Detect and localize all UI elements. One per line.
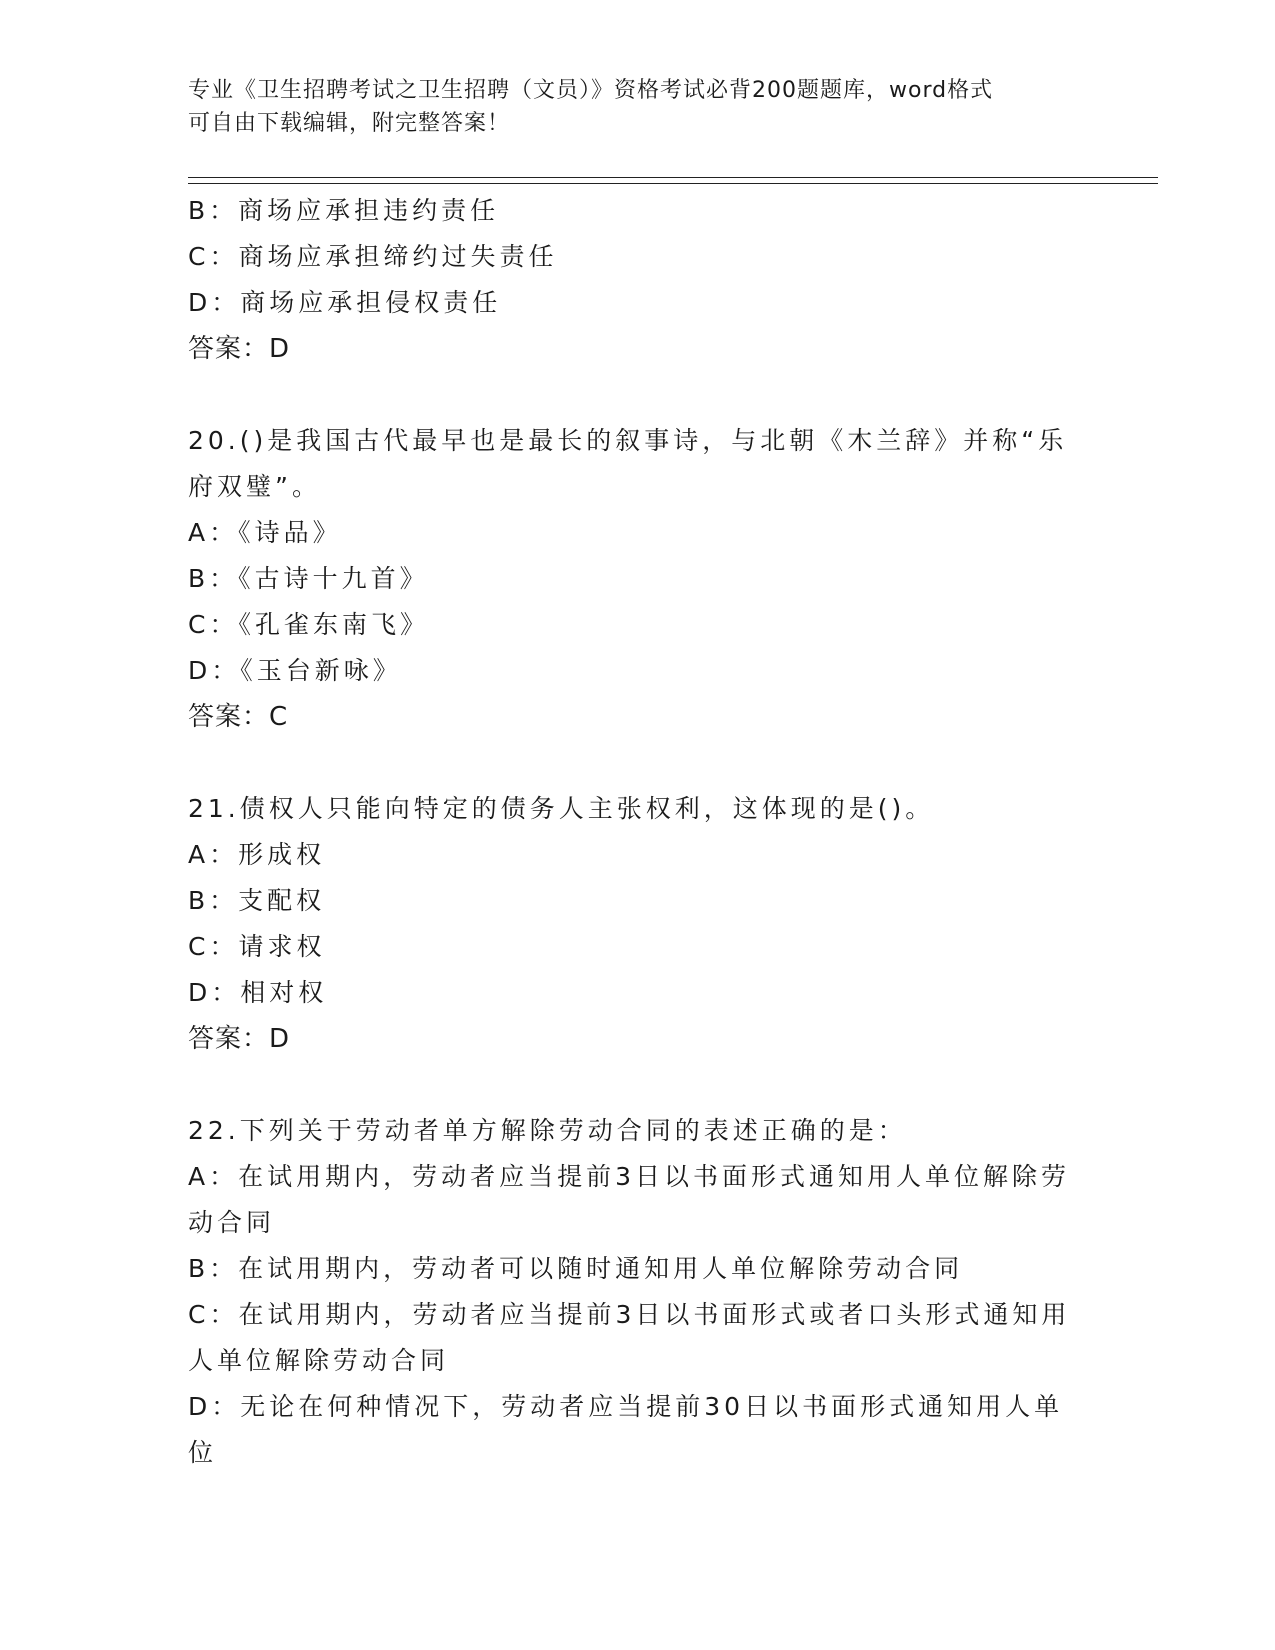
header-divider-bottom: [188, 183, 1158, 184]
option-c-line-1: C：在试用期内，劳动者应当提前3日以书面形式或者口头形式通知用: [188, 1300, 1071, 1329]
option-d: D：《玉台新咏》: [188, 656, 402, 685]
header-line-1: 专业《卫生招聘考试之卫生招聘（文员）》资格考试必背200题题库，word格式: [188, 78, 994, 103]
option-c: C：请求权: [188, 932, 326, 961]
option-a: A：《诗品》: [188, 518, 342, 547]
question-21: [188, 786, 1088, 1062]
spacer: [188, 1062, 1088, 1108]
option-d-line-2: 位: [188, 1438, 218, 1467]
option-d: D：商场应承担侵权责任: [188, 288, 502, 317]
option-d-line-1: D：无论在何种情况下，劳动者应当提前30日以书面形式通知用人单: [188, 1392, 1064, 1421]
option-c-line-2: 人单位解除劳动合同: [188, 1346, 450, 1375]
option-a: A：形成权: [188, 840, 326, 869]
answer: 答案：D: [188, 1024, 291, 1054]
header-line-2: 可自由下载编辑，附完整答案！: [188, 111, 511, 136]
option-b: B：在试用期内，劳动者可以随时通知用人单位解除劳动合同: [188, 1254, 964, 1283]
spacer: [188, 740, 1088, 786]
option-b: B：商场应承担违约责任: [188, 196, 500, 225]
spacer: [188, 372, 1088, 418]
question-20: [188, 418, 1088, 740]
question-stem-line-1: 20.()是我国古代最早也是最长的叙事诗，与北朝《木兰辞》并称“乐: [188, 426, 1068, 455]
option-b: B：支配权: [188, 886, 326, 915]
answer: 答案：D: [188, 334, 291, 364]
question-stem: 22.下列关于劳动者单方解除劳动合同的表述正确的是：: [188, 1116, 907, 1145]
option-c: C：商场应承担缔约过失责任: [188, 242, 558, 271]
option-a-line-2: 动合同: [188, 1208, 276, 1237]
option-d: D：相对权: [188, 978, 328, 1007]
question-stem: 21.债权人只能向特定的债务人主张权利，这体现的是()。: [188, 794, 935, 823]
option-b: B：《古诗十九首》: [188, 564, 429, 593]
question-22: [188, 1108, 1088, 1476]
question-content: [188, 188, 1088, 1476]
question-stem-line-2: 府双璧”。: [188, 472, 321, 501]
document-header: [188, 74, 1088, 140]
option-a-line-1: A：在试用期内，劳动者应当提前3日以书面形式通知用人单位解除劳: [188, 1162, 1071, 1191]
answer: 答案：C: [188, 702, 289, 732]
header-divider-top: [188, 177, 1158, 178]
question-19-tail: [188, 188, 1088, 372]
option-c: C：《孔雀东南飞》: [188, 610, 429, 639]
